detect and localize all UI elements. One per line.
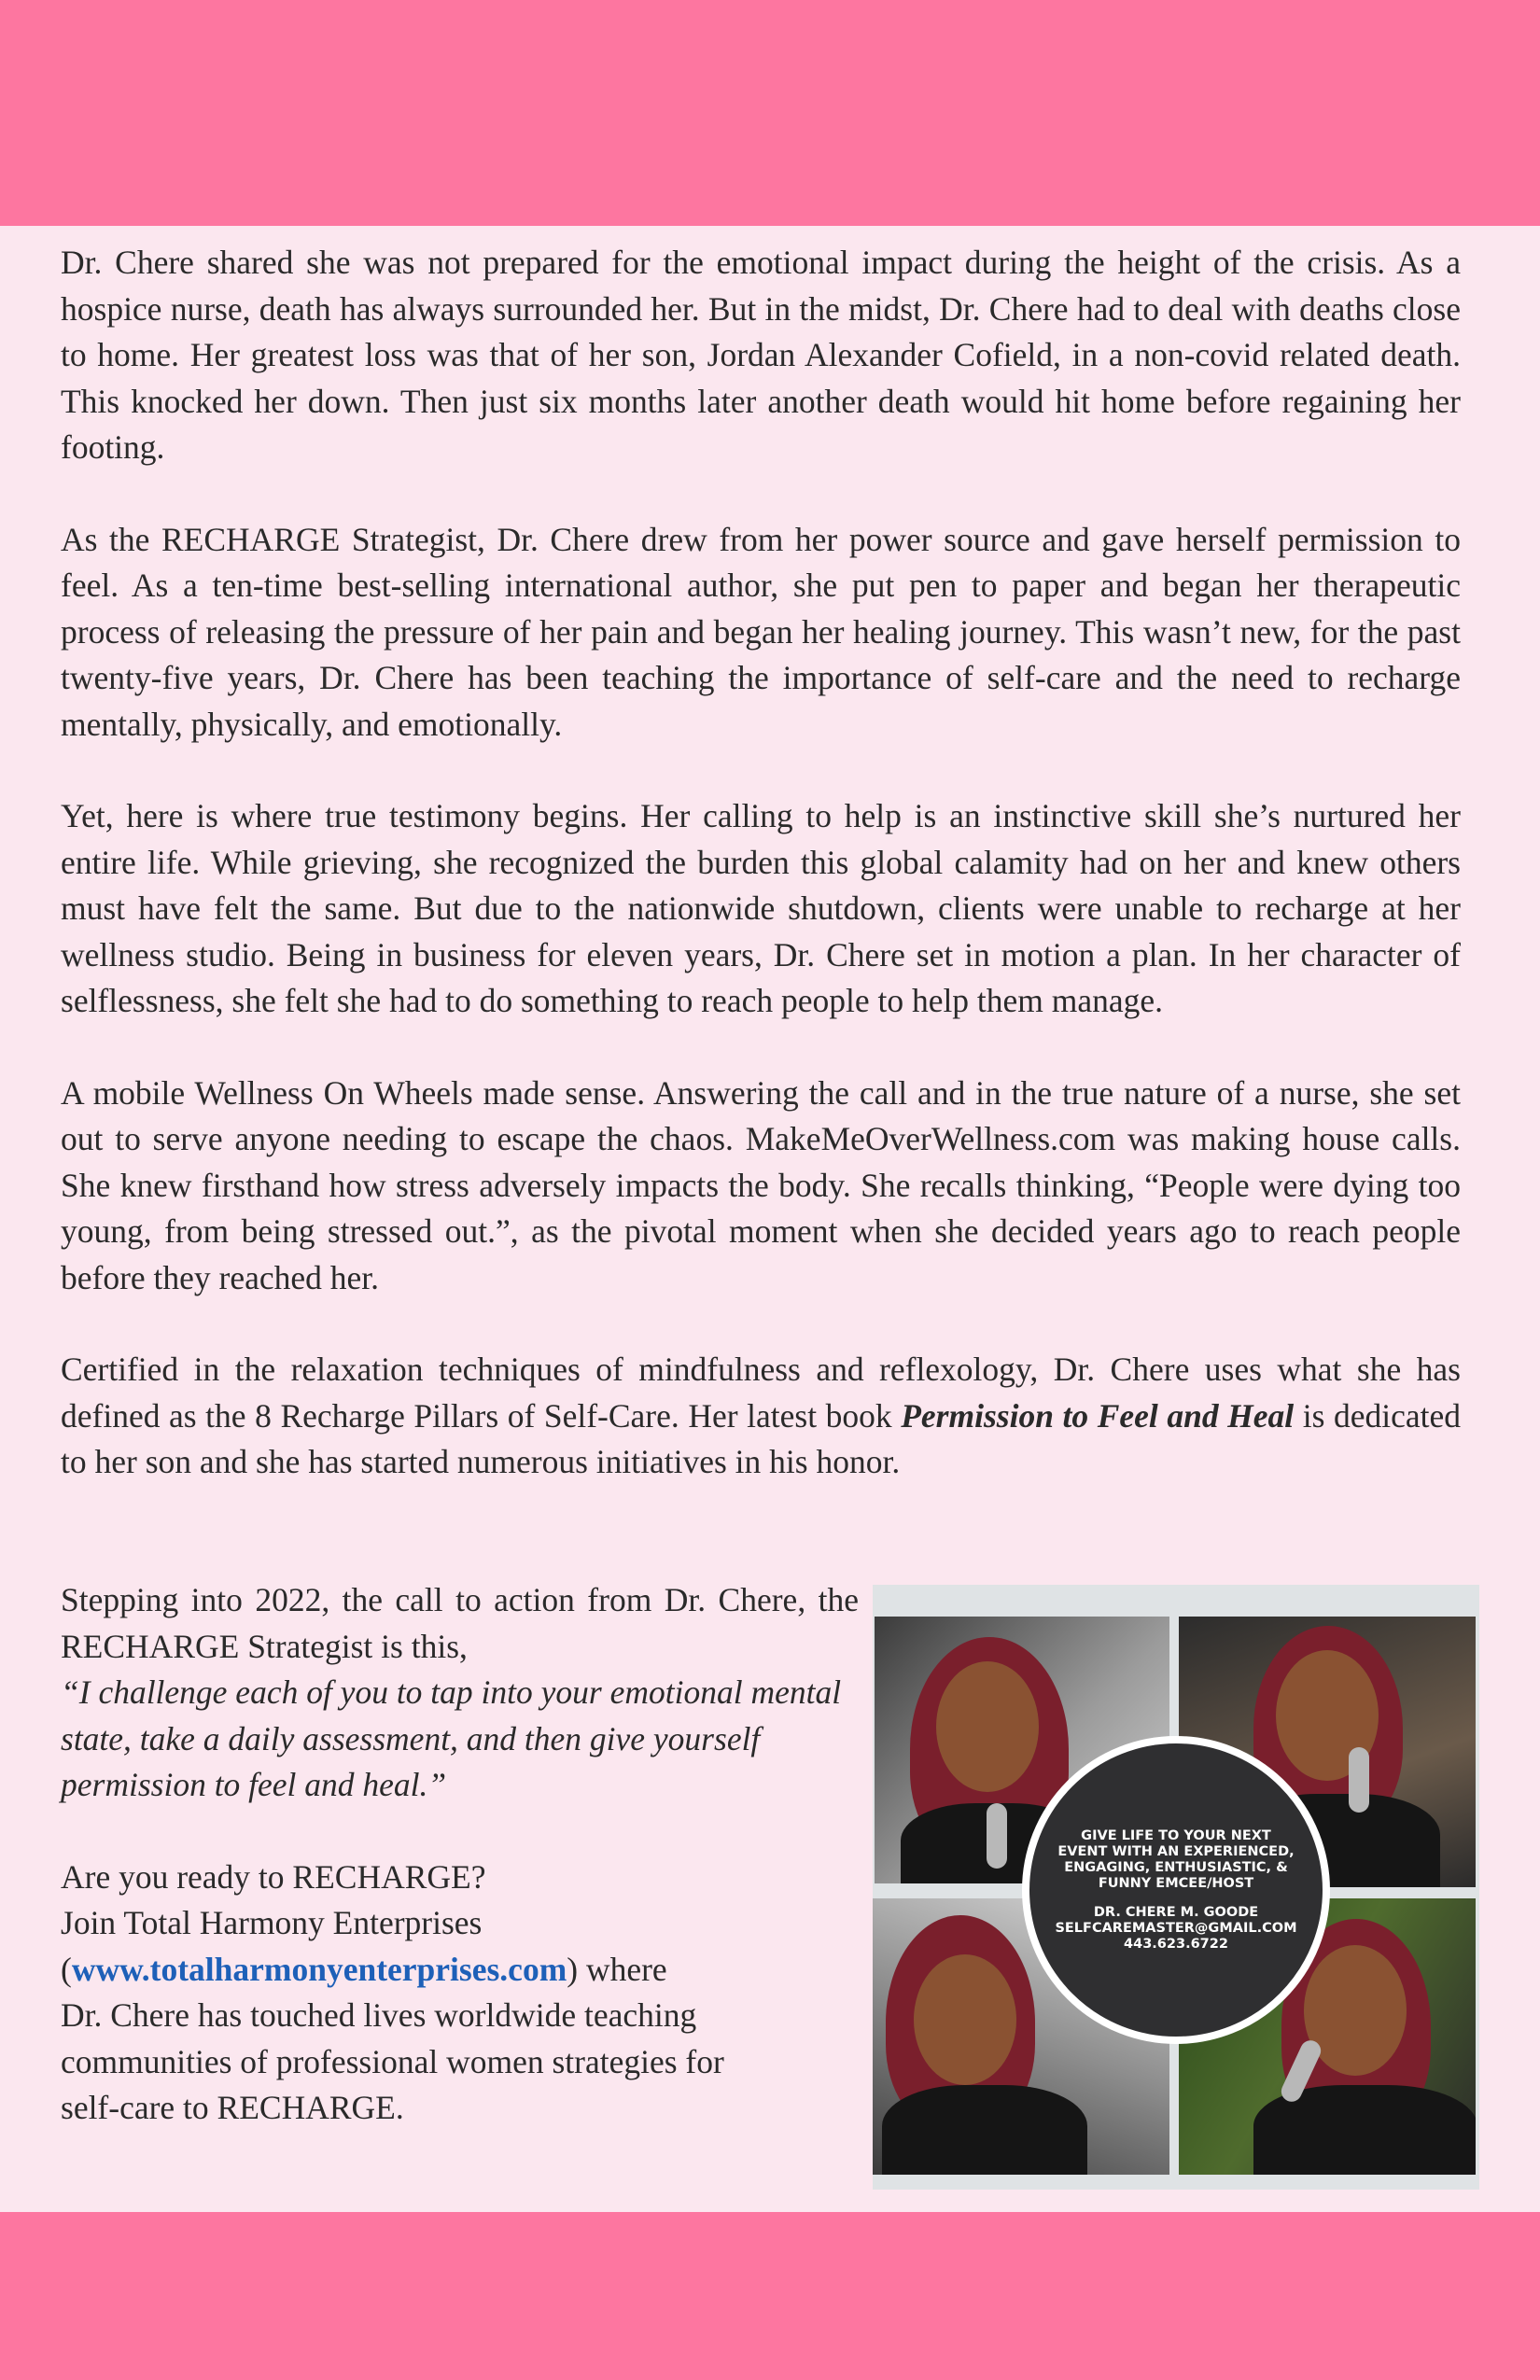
bottom-pink-band (0, 2212, 1540, 2380)
promo-badge (1022, 1736, 1330, 2044)
closing-section (61, 1577, 859, 2132)
article-body (61, 240, 1461, 1532)
paragraph-3: Yet, here is where true testimony begins. Her calling to help is an instinctive skill she’s nurtured her entire life. While grieving, she recognized the burden this global calamity had on her and knew others must have felt the same. But due to the nationwide shutdown, clients were unable to recharge at her wellness studio. Being in business for eleven years, Dr. Chere set in motion a plan. In her character of selflessness, she felt she had to do something to reach people to help them manage. (61, 797, 1461, 1019)
top-pink-band (0, 0, 1540, 226)
paragraph-4: A mobile Wellness On Wheels made sense. Answering the call and in the true nature of a nurse, she set out to serve anyone needing to escape the chaos. MakeMeOverWellness.com was making house calls. She knew firsthand how stress adversely impacts the body. She recalls thinking, “People were dying too young, from being stressed out.”, as the pivotal moment when she decided years ago to reach people before they reached her. (61, 1073, 1461, 1296)
paragraph-5-lead: Certified in the relaxation techniques of mindfulness and reflexology, Dr. Chere uses what she has defined as the 8 Recharge Pillars of Self-Care. Her latest book (61, 1351, 1461, 1435)
recharge-question: Are you ready to RECHARGE? (61, 1857, 486, 1896)
paragraph-5-tail: is dedicated to her son and she has started numerous initiatives in his honor. (61, 1396, 1461, 1480)
badge-line-2: EVENT WITH AN EXPERIENCED, (1057, 1843, 1295, 1859)
badge-line-3: ENGAGING, ENTHUSIASTIC, & (1064, 1859, 1288, 1875)
badge-name: DR. CHERE M. GOODE (1093, 1904, 1259, 1920)
challenge-quote: “I challenge each of you to tap into your emotional mental state, take a daily assessment, and then give yourself permission to feel and heal.” (61, 1673, 842, 1803)
website-link[interactable]: www.totalharmonyenterprises.com (71, 1950, 567, 1988)
closing-line-2: communities of professional women strategies for (61, 2042, 724, 2080)
link-line: (www.totalharmonyenterprises.com) where (61, 1950, 667, 1988)
paragraph-2: As the RECHARGE Strategist, Dr. Chere drew from her power source and gave herself permission to feel. As a ten-time best-selling international author, she put pen to paper and began her therapeutic process of releasing the pressure of her pain and began her healing journey. This wasn’t new, for the past twenty-five years, Dr. Chere has been teaching the importance of self-care and the need to recharge mentally, physically, and emotionally. (61, 520, 1461, 743)
closing-line-1: Dr. Chere has touched lives worldwide teaching (61, 1996, 697, 2034)
badge-email: SELFCAREMASTER@GMAIL.COM (1055, 1920, 1297, 1936)
join-line: Join Total Harmony Enterprises (61, 1904, 483, 1941)
photo-collage (873, 1585, 1479, 2190)
paragraph-1: Dr. Chere shared she was not prepared for the emotional impact during the height of the crisis. As a hospice nurse, death has always surrounded her. But in the midst, Dr. Chere had to deal with deaths close to home. Her greatest loss was that of her son, Jordan Alexander Cofield, in a non-covid related death. This knocked her down. Then just six months later another death would hit home before regaining her footing. (61, 244, 1461, 466)
closing-line-3: self-care to RECHARGE. (61, 2089, 404, 2126)
call-to-action-intro: Stepping into 2022, the call to action from Dr. Chere, the RECHARGE Strategist is this, (61, 1581, 859, 1665)
badge-line-4: FUNNY EMCEE/HOST (1098, 1875, 1254, 1891)
book-title: Permission to Feel and Heal (901, 1396, 1295, 1435)
badge-line-1: GIVE LIFE TO YOUR NEXT (1081, 1827, 1271, 1843)
badge-phone: 443.623.6722 (1124, 1936, 1228, 1952)
paragraph-5 (61, 1347, 1461, 1486)
